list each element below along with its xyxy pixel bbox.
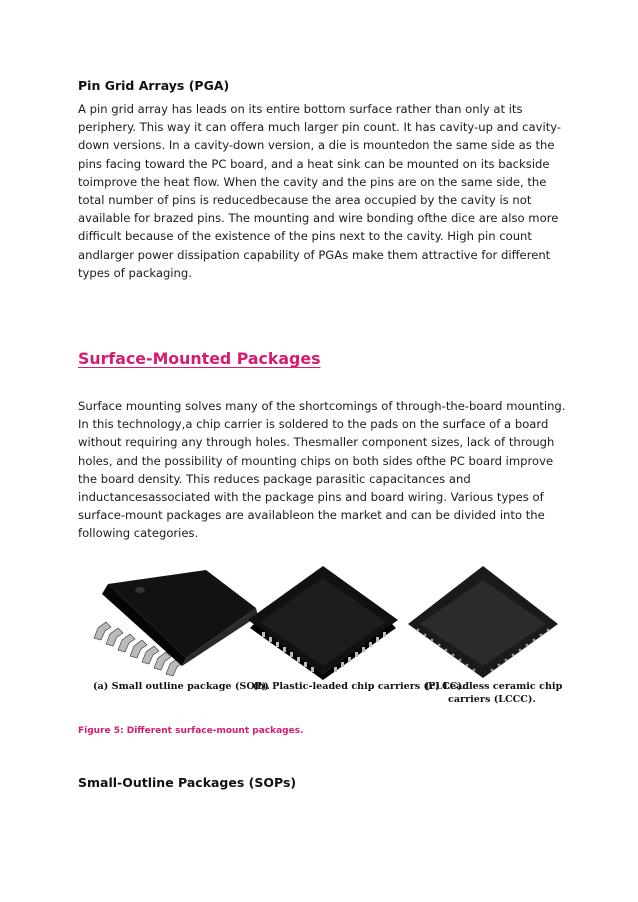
pga-heading: Pin Grid Arrays (PGA) [78, 78, 230, 93]
smp-line: following categories. [78, 526, 199, 541]
sop-package-image [94, 570, 265, 676]
pga-line: total number of pins is reducedbecause the area occupied by the cavity is not [78, 193, 532, 208]
smp-line: In this technology,a chip carrier is soldered to the pads on the surface of a board [78, 417, 549, 432]
package-illustrations [78, 562, 560, 680]
pga-line: down versions. In a cavity-down version, a die is mountedon the same side as the [78, 138, 555, 153]
pga-line: difficult because of the existence of the pins next to the cavity. High pin count [78, 229, 532, 244]
figure-caption: Figure 5: Different surface-mount packages. [78, 726, 304, 736]
smp-paragraph [78, 397, 564, 543]
pga-line: available for brazed pins. The mounting and wire bonding ofthe dice are also more [78, 211, 559, 226]
plcc-label: (b) Plastic-leaded chip carriers (PLCC). [253, 681, 466, 692]
pga-line: periphery. This way it can offera much larger pin count. It has cavity-up and cavity- [78, 120, 562, 135]
surface-mount-packages-figure [78, 562, 563, 710]
pga-line: andlarger power dissipation capability of PGAs make them attractive for different [78, 247, 551, 262]
pga-paragraph [78, 100, 564, 282]
lccc-label-line2: carriers (LCCC). [448, 694, 536, 705]
smp-line: inductancesassociated with the package pins and board wiring. Various types of [78, 490, 544, 505]
smp-line: surface-mount packages are availableon the market and can be divided into the [78, 508, 545, 523]
pga-line: types of packaging. [78, 265, 192, 280]
smp-line: the board density. This reduces package parasitic capacitances and [78, 471, 471, 486]
sop-heading: Small-Outline Packages (SOPs) [78, 775, 297, 790]
lccc-package-image [408, 566, 558, 678]
sop-label: (a) Small outline package (SOP). [93, 681, 270, 692]
pga-line: A pin grid array has leads on its entire bottom surface rather than only at its [78, 102, 523, 116]
smp-line: without requiring any through holes. Thesmaller component sizes, lack of through [78, 435, 555, 450]
pga-line: pins facing toward the PC board, and a heat sink can be mounted on its backside [78, 156, 550, 171]
surface-mounted-heading: Surface-Mounted Packages [78, 349, 321, 368]
lccc-label-line1: (c) Leadless ceramic chip [425, 681, 563, 692]
plcc-package-image [248, 566, 398, 680]
smp-line: holes, and the possibility of mounting chips on both sides ofthe PC board improve [78, 453, 554, 468]
smp-line: Surface mounting solves many of the shortcomings of through-the-board mounting. [78, 399, 566, 413]
pga-line: toimprove the heat flow. When the cavity and the pins are on the same side, the [78, 174, 547, 189]
